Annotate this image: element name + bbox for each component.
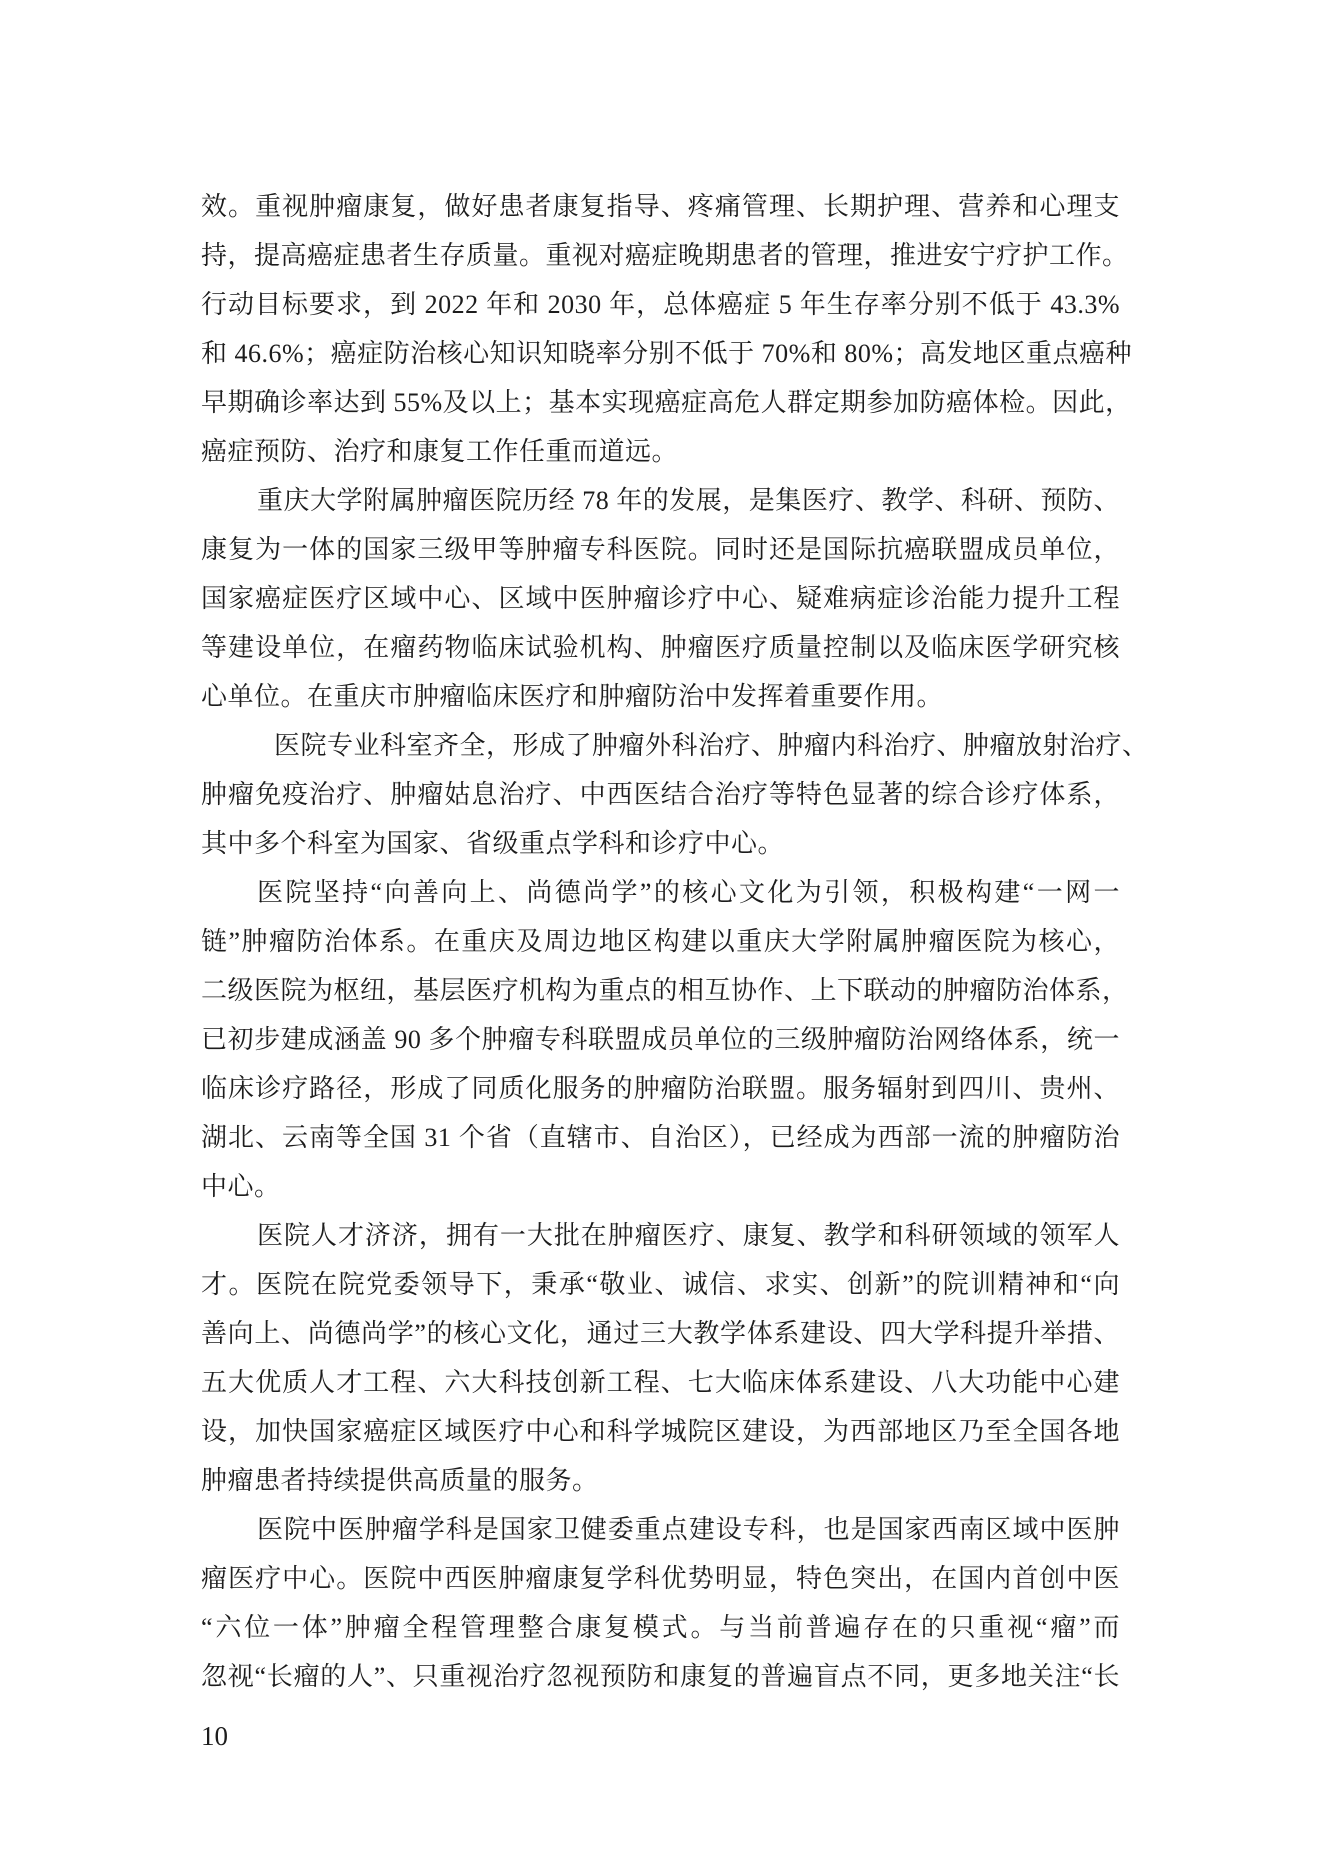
text-line: 行动目标要求，到 2022 年和 2030 年，总体癌症 5 年生存率分别不低于 43.3%: [201, 290, 1120, 319]
text-line: 肿瘤患者持续提供高质量的服务。: [201, 1466, 599, 1495]
text-line: 医院中医肿瘤学科是国家卫健委重点建设专科，也是国家西南区域中医肿: [257, 1515, 1120, 1544]
text-line: 中心。: [201, 1172, 281, 1201]
text-line: 瘤医疗中心。医院中西医肿瘤康复学科优势明显，特色突出，在国内首创中医: [201, 1564, 1120, 1593]
text-line: 医院人才济济，拥有一大批在肿瘤医疗、康复、教学和科研领域的领军人: [257, 1221, 1120, 1250]
text-line: “六位一体”肿瘤全程管理整合康复模式。与当前普遍存在的只重视“瘤”而: [201, 1613, 1120, 1642]
text-line: 癌症预防、治疗和康复工作任重而道远。: [201, 437, 679, 466]
text-line: 已初步建成涵盖 90 多个肿瘤专科联盟成员单位的三级肿瘤防治网络体系，统一: [201, 1025, 1120, 1054]
text-line: 湖北、云南等全国 31 个省（直辖市、自治区），已经成为西部一流的肿瘤防治: [201, 1123, 1120, 1152]
text-line: 链”肿瘤防治体系。在重庆及周边地区构建以重庆大学附属肿瘤医院为核心，: [201, 927, 1120, 956]
text-line: 二级医院为枢纽，基层医疗机构为重点的相互协作、上下联动的肿瘤防治体系，: [201, 976, 1129, 1005]
text-line: 持，提高癌症患者生存质量。重视对癌症晚期患者的管理，推进安宁疗护工作。: [201, 241, 1129, 270]
text-line: 善向上、尚德尚学”的核心文化，通过三大教学体系建设、四大学科提升举措、: [201, 1319, 1120, 1348]
text-line: 心单位。在重庆市肿瘤临床医疗和肿瘤防治中发挥着重要作用。: [201, 682, 944, 711]
text-line: 五大优质人才工程、六大科技创新工程、七大临床体系建设、八大功能中心建: [201, 1368, 1120, 1397]
text-line: 医院坚持“向善向上、尚德尚学”的核心文化为引领，积极构建“一网一: [257, 878, 1120, 907]
page-number: 10: [201, 1721, 228, 1751]
text-line: 设，加快国家癌症区域医疗中心和科学城院区建设，为西部地区乃至全国各地: [201, 1417, 1120, 1446]
text-line: 医院专业科室齐全，形成了肿瘤外科治疗、肿瘤内科治疗、肿瘤放射治疗、: [274, 731, 1149, 760]
text-line: 临床诊疗路径，形成了同质化服务的肿瘤防治联盟。服务辐射到四川、贵州、: [201, 1074, 1120, 1103]
text-line: 等建设单位，在瘤药物临床试验机构、肿瘤医疗质量控制以及临床医学研究核: [201, 633, 1120, 662]
text-line: 重庆大学附属肿瘤医院历经 78 年的发展，是集医疗、教学、科研、预防、: [257, 486, 1120, 515]
text-line: 效。重视肿瘤康复，做好患者康复指导、疼痛管理、长期护理、营养和心理支: [201, 192, 1120, 221]
text-line: 和 46.6%；癌症防治核心知识知晓率分别不低于 70%和 80%；高发地区重点癌种: [201, 339, 1132, 368]
text-line: 肿瘤免疫治疗、肿瘤姑息治疗、中西医结合治疗等特色显著的综合诊疗体系，: [201, 780, 1120, 809]
text-line: 其中多个科室为国家、省级重点学科和诊疗中心。: [201, 829, 785, 858]
document-body: [201, 182, 1149, 1701]
text-line: 忽视“长瘤的人”、只重视治疗忽视预防和康复的普遍盲点不同，更多地关注“长: [201, 1662, 1120, 1691]
text-line: 早期确诊率达到 55%及以上；基本实现癌症高危人群定期参加防癌体检。因此，: [201, 388, 1132, 417]
text-line: 国家癌症医疗区域中心、区域中医肿瘤诊疗中心、疑难病症诊治能力提升工程: [201, 584, 1120, 613]
text-line: 才。医院在院党委领导下，秉承“敬业、诚信、求实、创新”的院训精神和“向: [201, 1270, 1120, 1299]
text-line: 康复为一体的国家三级甲等肿瘤专科医院。同时还是国际抗癌联盟成员单位，: [201, 535, 1120, 564]
